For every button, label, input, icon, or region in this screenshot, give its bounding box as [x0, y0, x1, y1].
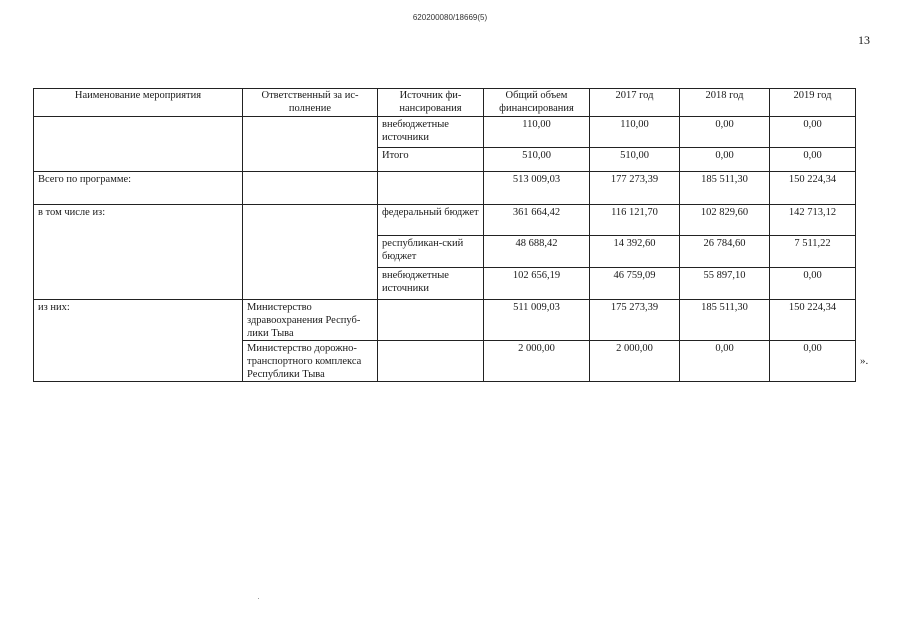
- closing-quote: ».: [860, 355, 869, 367]
- cell-2019: 0,00: [770, 268, 856, 300]
- scan-speck: [258, 598, 259, 599]
- cell-2019: 150 224,34: [770, 300, 856, 341]
- col-header-source: Источник фи-нансирования: [378, 89, 484, 117]
- cell-responsible: [243, 172, 378, 205]
- cell-2018: 102 829,60: [680, 205, 770, 236]
- cell-2019: 0,00: [770, 148, 856, 172]
- cell-total: 511 009,03: [484, 300, 590, 341]
- cell-event: Всего по программе:: [34, 172, 243, 205]
- cell-source: [378, 172, 484, 205]
- cell-2019: 0,00: [770, 341, 856, 382]
- cell-event: в том числе из:: [34, 205, 243, 300]
- cell-2019: 0,00: [770, 117, 856, 148]
- page-number: 13: [858, 33, 870, 47]
- cell-total: 510,00: [484, 148, 590, 172]
- cell-2018: 55 897,10: [680, 268, 770, 300]
- col-header-event: Наименование мероприятия: [34, 89, 243, 117]
- table-row: [34, 300, 856, 341]
- col-header-responsible: Ответственный за ис-полнение: [243, 89, 378, 117]
- cell-2017: 110,00: [590, 117, 680, 148]
- cell-source: внебюджетные источники: [378, 117, 484, 148]
- cell-event: из них:: [34, 300, 243, 382]
- cell-2017: 175 273,39: [590, 300, 680, 341]
- cell-2019: 142 713,12: [770, 205, 856, 236]
- cell-2017: 14 392,60: [590, 236, 680, 268]
- cell-total: 110,00: [484, 117, 590, 148]
- cell-source: республикан-ский бюджет: [378, 236, 484, 268]
- cell-total: 2 000,00: [484, 341, 590, 382]
- cell-2018: 185 511,30: [680, 172, 770, 205]
- table-header-row: [34, 89, 856, 117]
- cell-responsible: Министерство дорожно-транспортного комплекса Республики Тыва: [243, 341, 378, 382]
- cell-2018: 0,00: [680, 341, 770, 382]
- col-header-2018: 2018 год: [680, 89, 770, 117]
- cell-2018: 185 511,30: [680, 300, 770, 341]
- cell-2019: 7 511,22: [770, 236, 856, 268]
- cell-event: [34, 117, 243, 172]
- cell-responsible: Министерство здравоохранения Респуб-лики Тыва: [243, 300, 378, 341]
- cell-source: [378, 300, 484, 341]
- table-row: [34, 172, 856, 205]
- cell-source: федеральный бюджет: [378, 205, 484, 236]
- cell-2017: 510,00: [590, 148, 680, 172]
- document-stamp: 620200080/18669(5): [412, 13, 488, 22]
- cell-responsible: [243, 117, 378, 172]
- cell-source: Итого: [378, 148, 484, 172]
- cell-total: 102 656,19: [484, 268, 590, 300]
- cell-source: внебюджетные источники: [378, 268, 484, 300]
- cell-source: [378, 341, 484, 382]
- col-header-2019: 2019 год: [770, 89, 856, 117]
- cell-2018: 0,00: [680, 148, 770, 172]
- col-header-2017: 2017 год: [590, 89, 680, 117]
- cell-total: 361 664,42: [484, 205, 590, 236]
- cell-total: 513 009,03: [484, 172, 590, 205]
- cell-responsible: [243, 205, 378, 300]
- financing-table: [33, 88, 856, 382]
- table-row: [34, 205, 856, 236]
- cell-2017: 2 000,00: [590, 341, 680, 382]
- cell-2017: 177 273,39: [590, 172, 680, 205]
- col-header-total: Общий объем финансирования: [484, 89, 590, 117]
- cell-2018: 0,00: [680, 117, 770, 148]
- table-row: [34, 117, 856, 148]
- cell-total: 48 688,42: [484, 236, 590, 268]
- cell-2019: 150 224,34: [770, 172, 856, 205]
- cell-2017: 116 121,70: [590, 205, 680, 236]
- cell-2018: 26 784,60: [680, 236, 770, 268]
- cell-2017: 46 759,09: [590, 268, 680, 300]
